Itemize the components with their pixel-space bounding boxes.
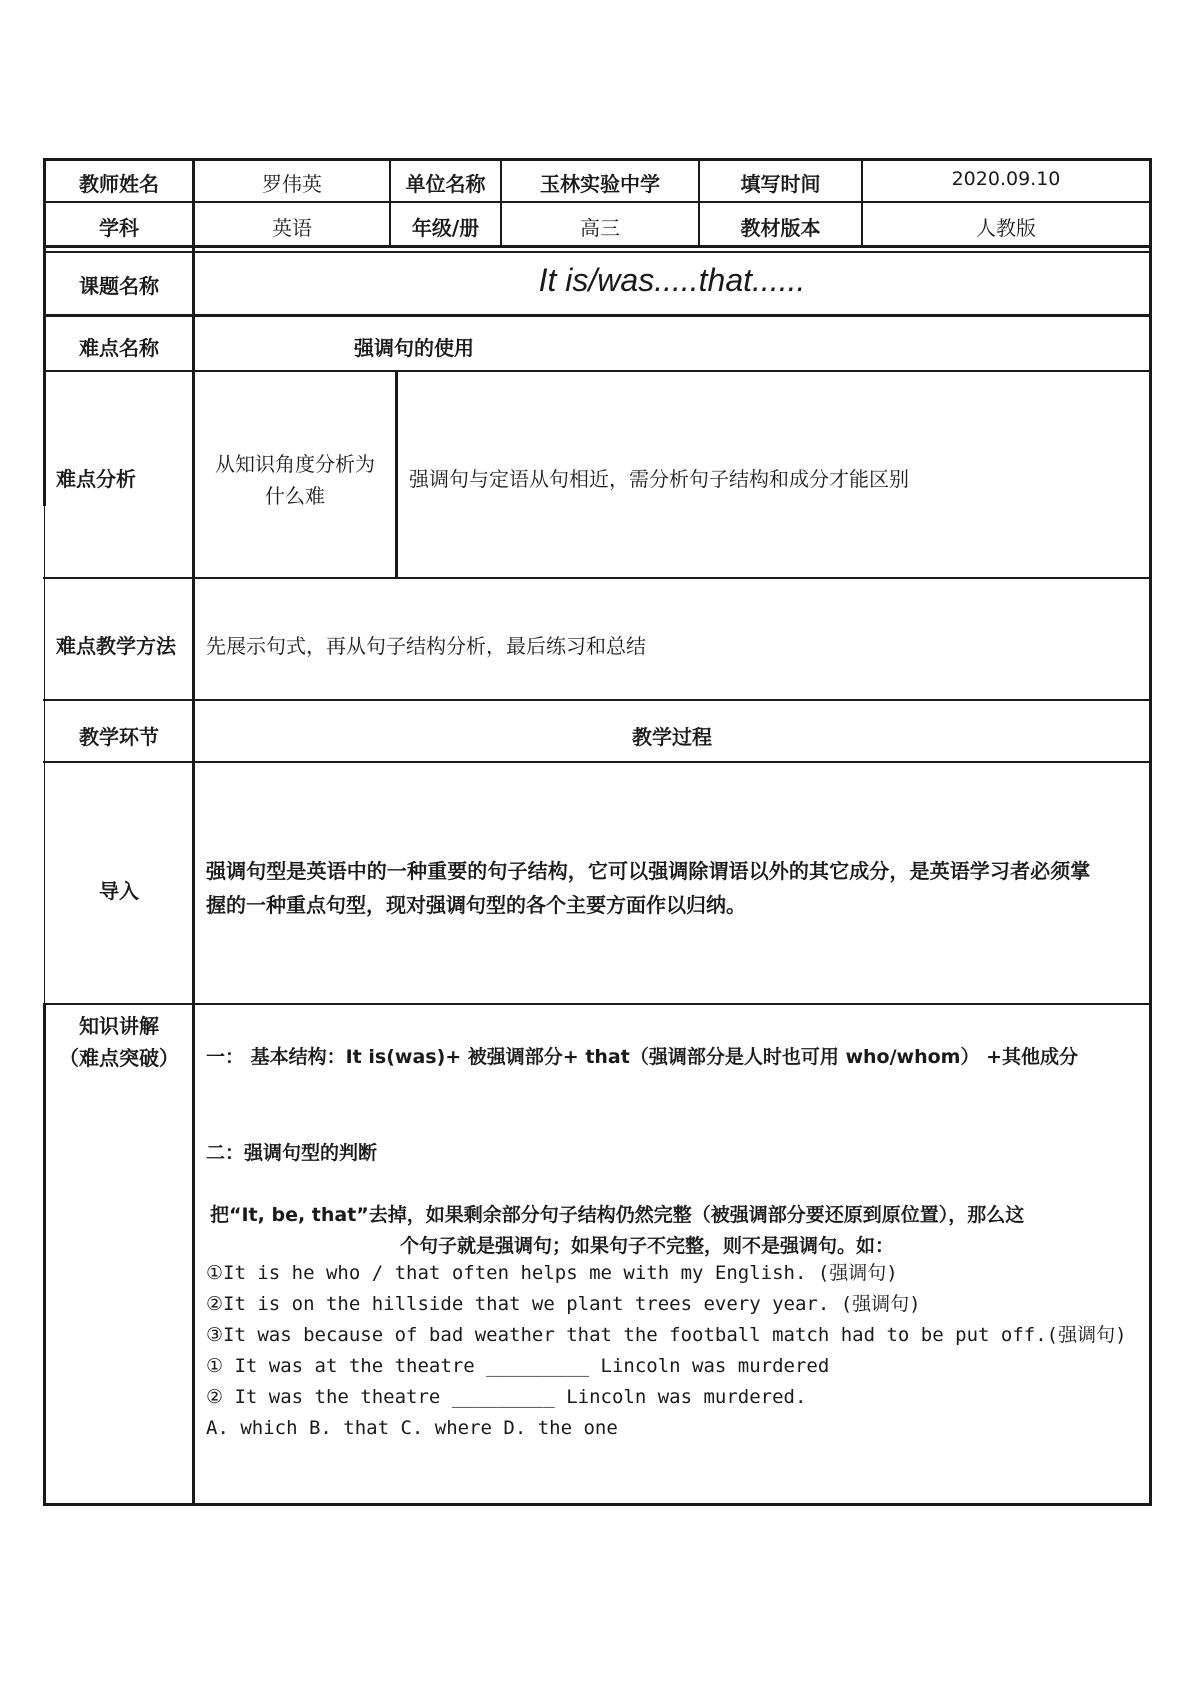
topic-block-top (43, 251, 1152, 253)
table-bottom-border (43, 1503, 1152, 1506)
difficulty-label: 难点名称 (79, 336, 159, 360)
unit-value: 玉林实验中学 (540, 172, 660, 196)
example-line: ② It was the theatre _________ Lincoln was murdered. (206, 1386, 807, 1408)
row-divider (43, 699, 1152, 701)
teacher-name-label: 教师姓名 (79, 172, 159, 196)
process-label: 教学环节 (79, 725, 159, 749)
edition-value: 人教版 (976, 216, 1036, 240)
date-value: 2020.09.10 (951, 168, 1061, 190)
knowledge-rule-line1: 把“It, be, that”去掉，如果剩余部分句子结构仍然完整（被强调部分要还原到原位置），那么这 (210, 1204, 1025, 1226)
method-label: 难点教学方法 (56, 634, 176, 658)
header-block-bottom (43, 245, 1152, 248)
example-line: ③It was because of bad weather that the football match had to be put off.(强调句) (206, 1324, 1127, 1346)
analysis-label: 难点分析 (56, 467, 136, 491)
topic-label: 课题名称 (79, 274, 159, 298)
knowledge-label-line1: 知识讲解 (79, 1014, 159, 1038)
example-line: ①It is he who / that often helps me with my English. (强调句) (206, 1262, 898, 1284)
row-divider (43, 370, 1152, 372)
table-top-border (43, 158, 1152, 161)
table-left-border (44, 506, 45, 1003)
row-divider (43, 761, 1152, 763)
intro-line2: 握的一种重点句型，现对强调句型的各个主要方面作以归纳。 (206, 893, 746, 917)
subject-label: 学科 (99, 216, 139, 240)
knowledge-rule-line2: 个句子就是强调句；如果句子不完整，则不是强调句。如： (400, 1235, 895, 1257)
analysis-content: 强调句与定语从句相近，需分析句子结构和成分才能区别 (409, 467, 909, 491)
teacher-name-value: 罗伟英 (262, 172, 322, 196)
analysis-sublabel-line1: 从知识角度分析为 (215, 452, 375, 476)
table-left-border (43, 1003, 46, 1506)
row-divider (43, 201, 1152, 203)
edition-label: 教材版本 (740, 216, 821, 240)
row-divider (43, 314, 1152, 317)
knowledge-section2-title: 二：强调句型的判断 (206, 1142, 378, 1164)
intro-label: 导入 (99, 879, 139, 903)
label-column-divider (192, 158, 195, 1506)
subject-value: 英语 (272, 216, 312, 240)
method-content: 先展示句式，再从句子结构分析，最后练习和总结 (206, 634, 646, 658)
analysis-sublabel-line2: 什么难 (265, 484, 325, 508)
example-line: ① It was at the theatre _________ Lincoln was murdered (206, 1355, 830, 1377)
unit-label: 单位名称 (405, 172, 486, 196)
knowledge-label-line2: （难点突破） (59, 1046, 179, 1070)
intro-line1: 强调句型是英语中的一种重要的句子结构，它可以强调除谓语以外的其它成分，是英语学习者必须掌 (206, 859, 1091, 883)
grade-label: 年级/册 (411, 216, 480, 240)
row-divider (43, 577, 1152, 579)
knowledge-section1: 一： 基本结构：It is(was)+ 被强调部分+ that（强调部分是人时也可用 who/whom） +其他成分 (206, 1046, 1078, 1068)
example-line: ②It is on the hillside that we plant trees every year. (强调句) (206, 1293, 921, 1315)
topic-title: It is/was.....that...... (538, 262, 806, 298)
row-divider (43, 1003, 1152, 1005)
example-line: A. which B. that C. where D. the one (206, 1417, 618, 1439)
date-label: 填写时间 (740, 172, 821, 196)
table-right-border (1149, 158, 1152, 1506)
difficulty-value: 强调句的使用 (354, 336, 474, 360)
analysis-col-divider (395, 370, 398, 578)
grade-value: 高三 (580, 216, 620, 240)
process-title: 教学过程 (632, 725, 712, 749)
